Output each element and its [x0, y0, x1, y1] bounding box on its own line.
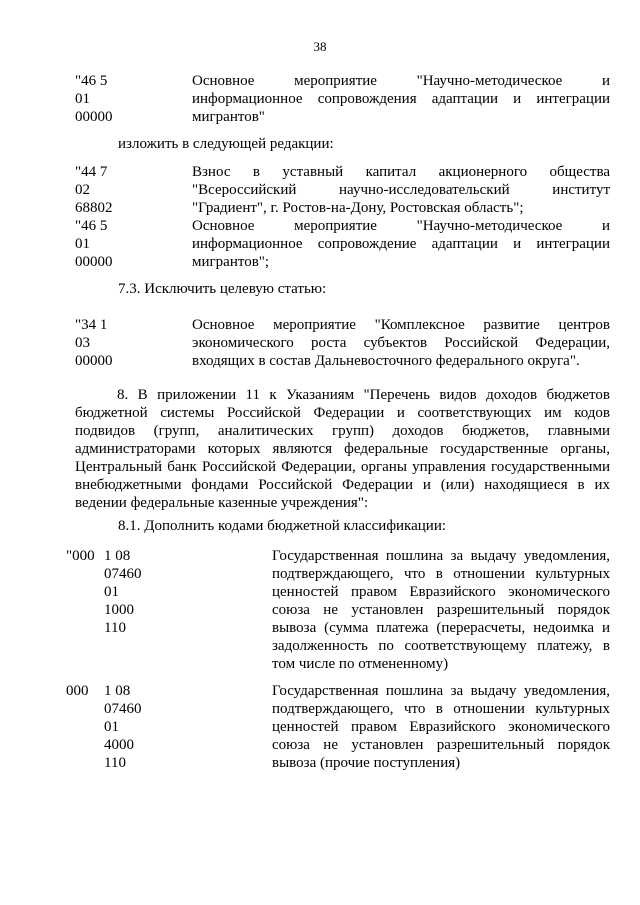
paragraph-8 — [75, 386, 610, 512]
description-line: "Всероссийский научно-исследовательский институт — [192, 182, 610, 198]
description-line: Основное мероприятие "Комплексное развитие центров — [192, 317, 610, 333]
description-line: Основное мероприятие "Научно-методическое и — [192, 218, 610, 234]
paragraph-line: внебюджетными фондами Российской Федерации и (или) находящиеся в их — [75, 477, 610, 493]
entry-description — [192, 217, 610, 271]
entry-description — [192, 72, 610, 126]
entry-description — [272, 682, 610, 772]
description-line: союза не установлен разрешительный порядок — [272, 737, 610, 753]
description-line: мигрантов"; — [192, 254, 270, 270]
description-line: том числе по отмененному) — [272, 656, 449, 672]
description-line: Основное мероприятие "Научно-методическое и — [192, 73, 610, 89]
item-7-3: 7.3. Исключить целевую статью: — [118, 281, 327, 297]
entry-description — [192, 316, 610, 370]
description-line: информационное сопровождения адаптации и интеграции — [192, 91, 610, 107]
paragraph-line: 8. В приложении 11 к Указаниям "Перечень видов доходов бюджетов — [117, 387, 610, 403]
description-line: вывоза (сумма платежа (перерасчеты, недоимка и — [272, 620, 610, 636]
paragraph-line: ведении федеральные казенные учреждения": — [75, 495, 369, 511]
entry-description — [272, 547, 610, 673]
budget-code: "46 5 01 00000 — [75, 218, 113, 270]
description-line: союза не установлен разрешительный порядок — [272, 602, 610, 618]
description-line: "Градиент", г. Ростов-на-Дону, Ростовская область"; — [192, 200, 524, 216]
description-line: подтверждающего, что в отношении культурных — [272, 566, 610, 582]
description-line: Государственная пошлина за выдачу уведомления, — [272, 683, 610, 699]
budget-code: "34 1 03 00000 — [75, 317, 113, 369]
description-line: ценностей правом Евразийского экономического — [272, 719, 610, 735]
page-number: 38 — [313, 39, 327, 54]
description-line: информационное сопровождение адаптации и интеграции — [192, 236, 610, 252]
kbk-code: 1 08 07460 01 1000 110 — [104, 548, 142, 636]
budget-code: "46 5 01 00000 — [75, 73, 113, 125]
description-line: экономического роста субъектов Российской Федерации, — [192, 335, 610, 351]
paragraph-line: Центральный банк Российской Федерации, органы управления государственными — [75, 459, 610, 475]
description-line: Государственная пошлина за выдачу уведомления, — [272, 548, 610, 564]
description-line: входящих в состав Дальневосточного федерального округа". — [192, 353, 580, 369]
paragraph-line: подвидов (групп, аналитических групп) доходов бюджетов, главными — [75, 423, 610, 439]
entry-description — [192, 163, 610, 217]
kbk-code: 1 08 07460 01 4000 110 — [104, 683, 142, 771]
description-line: подтверждающего, что в отношении культурных — [272, 701, 610, 717]
description-line: задолженность по соответствующему платежу, в — [272, 638, 610, 654]
item-8-1: 8.1. Дополнить кодами бюджетной классификации: — [118, 518, 447, 534]
redaction-instruction: изложить в следующей редакции: — [118, 136, 334, 152]
paragraph-line: администраторами которых являются федеральные государственные органы, — [75, 441, 610, 457]
paragraph-line: бюджетной системы Российской Федерации и соответствующих им кодов — [75, 405, 610, 421]
description-line: вывоза (прочие поступления) — [272, 755, 461, 771]
budget-code: "44 7 02 68802 — [75, 164, 113, 216]
description-line: Взнос в уставный капитал акционерного общества — [192, 164, 610, 180]
admin-code: "000 — [66, 548, 95, 564]
description-line: мигрантов" — [192, 109, 265, 125]
admin-code: 000 — [66, 683, 89, 699]
description-line: ценностей правом Евразийского экономического — [272, 584, 610, 600]
